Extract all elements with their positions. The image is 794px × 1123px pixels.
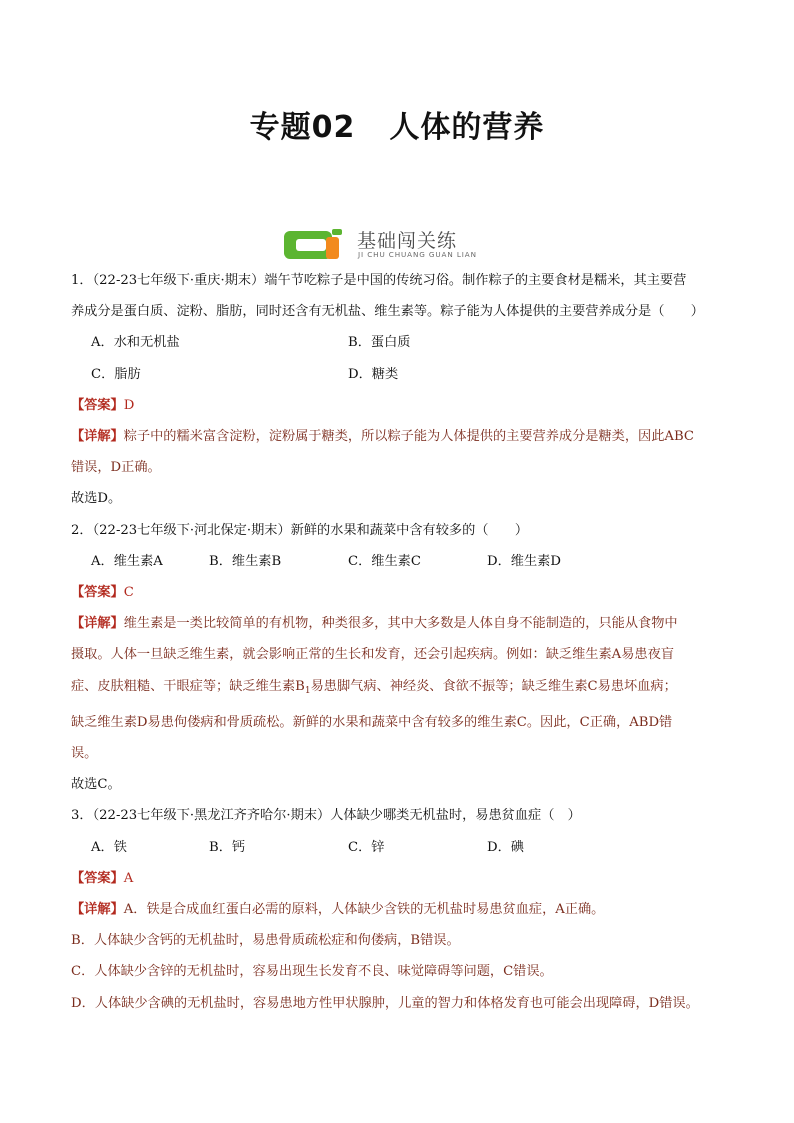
option-c: C．维生素C xyxy=(348,553,421,569)
question-3-answer xyxy=(71,863,725,894)
question-2-detail-line-4: 缺乏维生素D易患佝偻病和骨质疏松。新鲜的水果和蔬菜中含有较多的维生素C。因此，C正确，ABD错 xyxy=(71,714,673,730)
question-2-options xyxy=(71,546,725,577)
question-3-detail-line-1 xyxy=(71,894,725,925)
option-d: D．维生素D xyxy=(487,553,561,569)
option-d: D．碘 xyxy=(487,839,524,855)
question-3-text: （22-23七年级下·黑龙江齐齐哈尔·期末）人体缺少哪类无机盐时，易患贫血症（ ） xyxy=(92,808,581,824)
option-b: B．维生素B xyxy=(209,553,282,569)
answer-value: D xyxy=(123,397,135,413)
option-c: C．锌 xyxy=(348,839,385,855)
question-2-answer xyxy=(71,577,725,608)
detail-label: 【详解】 xyxy=(71,429,124,445)
question-1-number: 1． xyxy=(71,273,93,288)
question-2-detail-line-5: 误。 xyxy=(71,746,98,762)
title-topic-number: 专题02 xyxy=(249,110,356,145)
question-2-detail-line-1 xyxy=(71,608,725,639)
detail-text: 粽子中的糯米富含淀粉，淀粉属于糖类，所以粽子能为人体提供的主要营养成分是糖类，因此ABC xyxy=(123,429,694,445)
answer-value: A xyxy=(123,870,134,886)
page-title xyxy=(0,102,794,146)
question-2-text: （22-23七年级下·河北保定·期末）新鲜的水果和蔬菜中含有较多的（ ） xyxy=(92,522,529,538)
document-body xyxy=(71,265,725,1019)
question-2-line-1 xyxy=(71,515,725,546)
detail-text-part: 症、皮肤粗糙、干眼症等；缺乏维生素B xyxy=(71,678,305,694)
question-1-options-row-2 xyxy=(71,359,725,390)
option-b: B．钙 xyxy=(209,839,246,855)
question-3-detail-line-2: B．人体缺少含钙的无机盐时，易患骨质疏松症和佝偻病，B错误。 xyxy=(71,933,460,949)
option-a: A．维生素A xyxy=(91,553,163,569)
subscript: 1 xyxy=(304,685,311,696)
question-3-line-1 xyxy=(71,800,725,831)
question-1-text: （22-23七年级下·重庆·期末）端午节吃粽子是中国的传统习俗。制作粽子的主要食材是糯米，其主要营 xyxy=(92,273,687,288)
question-2-number: 2． xyxy=(71,522,93,538)
option-a: A．铁 xyxy=(91,839,127,855)
answer-label: 【答案】 xyxy=(71,397,124,413)
detail-label: 【详解】 xyxy=(71,616,124,632)
option-b: B．蛋白质 xyxy=(348,335,411,351)
question-1-answer xyxy=(71,390,725,421)
question-2-detail-line-3 xyxy=(71,671,725,707)
detail-text: 维生素是一类比较简单的有机物，种类很多，其中大多数是人体自身不能制造的，只能从食物中 xyxy=(123,616,678,632)
question-3-options xyxy=(71,832,725,863)
option-a: A．水和无机盐 xyxy=(91,335,180,351)
logo-icon xyxy=(284,229,350,259)
title-topic-name: 人体的营养 xyxy=(389,110,545,145)
question-1-conclusion: 故选D。 xyxy=(71,491,122,507)
question-3-detail-line-4: D．人体缺少含碘的无机盐时，容易患地方性甲状腺肿，儿童的智力和体格发育也可能会出现障碍，D错误。 xyxy=(71,995,699,1011)
question-1-detail-line-2: 错误，D正确。 xyxy=(71,460,161,476)
question-2-conclusion: 故选C。 xyxy=(71,777,121,793)
logo-title: 基础闯关练 xyxy=(357,230,458,252)
detail-label: 【详解】 xyxy=(71,902,124,918)
question-1-line-1 xyxy=(71,265,725,296)
detail-text-part: 易患脚气病、神经炎、食欲不振等；缺乏维生素C易患坏血病； xyxy=(310,678,677,694)
logo-subtitle: JI CHU CHUANG GUAN LIAN xyxy=(358,250,477,259)
question-2-detail-line-2: 摄取。人体一旦缺乏维生素，就会影响正常的生长和发育，还会引起疾病。例如：缺乏维生素A易患夜盲 xyxy=(71,647,674,663)
answer-label: 【答案】 xyxy=(71,585,124,601)
detail-text: A．铁是合成血红蛋白必需的原料，人体缺少含铁的无机盐时易患贫血症，A正确。 xyxy=(123,902,605,918)
question-1-detail-line-1 xyxy=(71,421,725,452)
option-c: C．脂肪 xyxy=(91,366,141,382)
question-1-line-2: 养成分是蛋白质、淀粉、脂肪，同时还含有无机盐、维生素等。粽子能为人体提供的主要营养成分是（ ） xyxy=(71,304,704,320)
answer-label: 【答案】 xyxy=(71,870,124,886)
question-3-number: 3． xyxy=(71,808,93,824)
question-1-options-row-1 xyxy=(71,327,725,358)
question-3-detail-line-3: C．人体缺少含锌的无机盐时，容易出现生长发育不良、味觉障碍等问题，C错误。 xyxy=(71,964,553,980)
answer-value: C xyxy=(123,585,134,601)
option-d: D．糖类 xyxy=(348,366,399,382)
